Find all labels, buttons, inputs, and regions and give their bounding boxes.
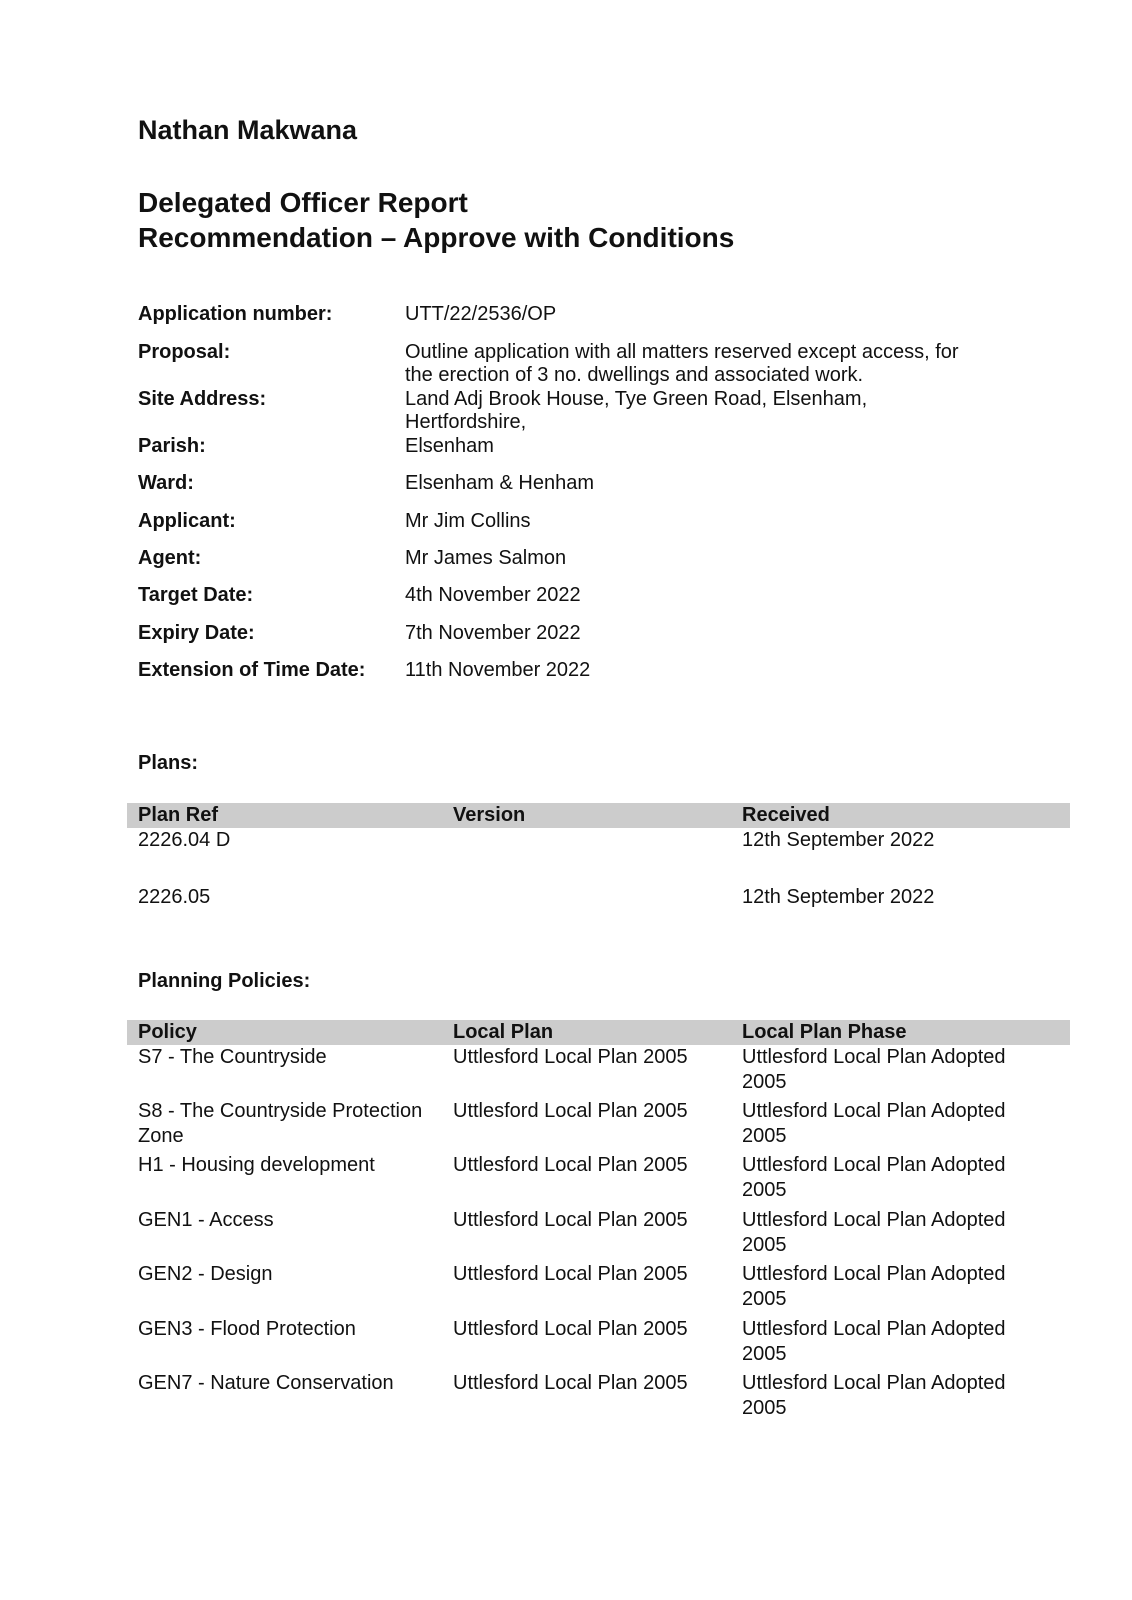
- detail-value: UTT/22/2536/OP: [405, 303, 557, 325]
- table-row: [127, 885, 1070, 911]
- plan-ref-cell: 2226.04 D: [138, 829, 231, 851]
- column-header-local-plan-phase: Local Plan Phase: [742, 1021, 907, 1043]
- planning-policies-heading: Planning Policies:: [138, 970, 311, 992]
- table-row: [127, 828, 1070, 885]
- column-header-version: Version: [453, 804, 526, 826]
- received-cell: 12th September 2022: [742, 829, 935, 851]
- local-plan-cell: Uttlesford Local Plan 2005: [453, 1046, 688, 1068]
- policies-table: [127, 1020, 1070, 1425]
- policy-cell: GEN7 - Nature Conservation: [138, 1372, 394, 1394]
- policy-cell: GEN2 - Design: [138, 1263, 273, 1285]
- detail-row-ward: [138, 472, 998, 495]
- local-plan-phase-cell: Uttlesford Local Plan Adopted 2005: [742, 1209, 1006, 1256]
- report-title-line2: Recommendation – Approve with Conditions: [138, 222, 735, 253]
- policy-cell: GEN1 - Access: [138, 1209, 274, 1231]
- local-plan-phase-cell: Uttlesford Local Plan Adopted 2005: [742, 1154, 1006, 1201]
- table-row: [127, 1208, 1070, 1262]
- detail-row-expiry-date: [138, 622, 998, 645]
- detail-value: 11th November 2022: [405, 659, 591, 681]
- detail-row-site-address: [138, 388, 998, 434]
- report-author: Nathan Makwana: [138, 115, 358, 145]
- detail-row-applicant: [138, 510, 998, 533]
- detail-label: Expiry Date:: [138, 622, 255, 644]
- table-row: [127, 1153, 1070, 1208]
- local-plan-cell: Uttlesford Local Plan 2005: [453, 1318, 688, 1340]
- column-header-local-plan: Local Plan: [453, 1021, 554, 1043]
- local-plan-cell: Uttlesford Local Plan 2005: [453, 1100, 688, 1122]
- detail-value: Elsenham: [405, 435, 494, 457]
- table-row: [127, 1317, 1070, 1371]
- detail-row-application-number: [138, 303, 998, 326]
- report-title: [138, 185, 734, 255]
- detail-row-proposal: [138, 341, 998, 387]
- table-row: [127, 1099, 1070, 1153]
- local-plan-cell: Uttlesford Local Plan 2005: [453, 1372, 688, 1394]
- detail-row-extension-date: [138, 659, 998, 682]
- local-plan-phase-cell: Uttlesford Local Plan Adopted 2005: [742, 1318, 1006, 1365]
- detail-value: Elsenham & Henham: [405, 472, 594, 494]
- application-details: [138, 303, 998, 682]
- policy-cell: S7 - The Countryside: [138, 1046, 327, 1068]
- detail-value: Land Adj Brook House, Tye Green Road, Elsenham, Hertfordshire,: [405, 388, 868, 433]
- plans-heading: Plans:: [138, 752, 199, 774]
- local-plan-cell: Uttlesford Local Plan 2005: [453, 1154, 688, 1176]
- detail-row-parish: [138, 435, 998, 458]
- local-plan-cell: Uttlesford Local Plan 2005: [453, 1209, 688, 1231]
- detail-label: Agent:: [138, 547, 202, 569]
- detail-value: Mr James Salmon: [405, 547, 567, 569]
- detail-value: Mr Jim Collins: [405, 510, 531, 532]
- table-row: [127, 1371, 1070, 1425]
- detail-label: Applicant:: [138, 510, 236, 532]
- local-plan-phase-cell: Uttlesford Local Plan Adopted 2005: [742, 1263, 1006, 1310]
- policy-cell: H1 - Housing development: [138, 1154, 375, 1176]
- policy-cell: GEN3 - Flood Protection: [138, 1318, 356, 1340]
- local-plan-cell: Uttlesford Local Plan 2005: [453, 1263, 688, 1285]
- column-header-policy: Policy: [138, 1021, 197, 1043]
- table-row: [127, 1262, 1070, 1317]
- detail-row-target-date: [138, 584, 998, 607]
- detail-value: Outline application with all matters reserved except access, for the erection of 3 no. dwellings and associated work.: [405, 341, 959, 386]
- policies-table-header: [127, 1020, 1070, 1045]
- detail-value: 7th November 2022: [405, 622, 581, 644]
- column-header-received: Received: [742, 804, 830, 826]
- policy-cell: S8 - The Countryside Protection Zone: [138, 1100, 423, 1147]
- plans-table-header: [127, 803, 1070, 828]
- received-cell: 12th September 2022: [742, 886, 935, 908]
- detail-label: Proposal:: [138, 341, 231, 363]
- local-plan-phase-cell: Uttlesford Local Plan Adopted 2005: [742, 1046, 1006, 1093]
- detail-label: Application number:: [138, 303, 333, 325]
- detail-value: 4th November 2022: [405, 584, 581, 606]
- detail-label: Target Date:: [138, 584, 254, 606]
- detail-row-agent: [138, 547, 998, 570]
- detail-label: Parish:: [138, 435, 206, 457]
- column-header-plan-ref: Plan Ref: [138, 804, 219, 826]
- local-plan-phase-cell: Uttlesford Local Plan Adopted 2005: [742, 1100, 1006, 1147]
- table-row: [127, 1045, 1070, 1099]
- detail-label: Extension of Time Date:: [138, 659, 366, 681]
- report-title-line1: Delegated Officer Report: [138, 187, 468, 218]
- plan-ref-cell: 2226.05: [138, 886, 211, 908]
- plans-table: [127, 803, 1070, 911]
- local-plan-phase-cell: Uttlesford Local Plan Adopted 2005: [742, 1372, 1006, 1419]
- detail-label: Site Address:: [138, 388, 267, 410]
- detail-label: Ward:: [138, 472, 194, 494]
